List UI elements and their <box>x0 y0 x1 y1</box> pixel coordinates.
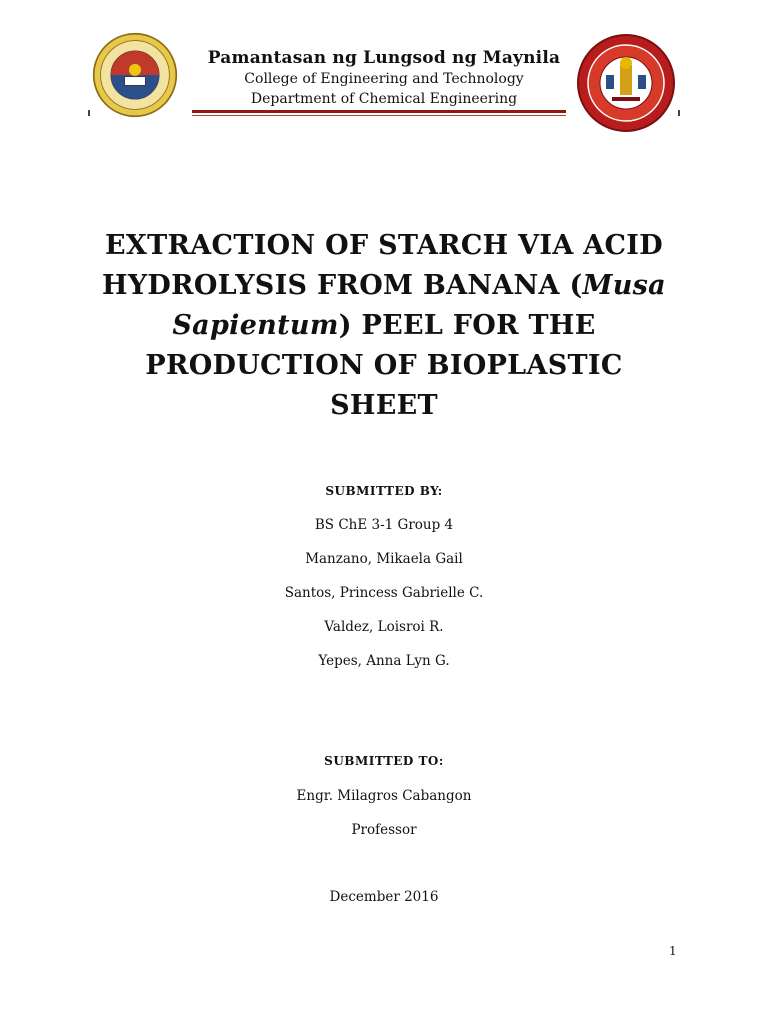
letterhead <box>88 30 680 120</box>
department-name: Department of Chemical Engineering <box>250 91 518 107</box>
submitted-by-label: SUBMITTED BY: <box>325 484 443 498</box>
rule-right-mark <box>678 110 680 116</box>
university-name: Pamantasan ng Lungsod ng Maynila <box>207 48 561 68</box>
title-line-2 <box>80 266 688 306</box>
college-seal-icon <box>576 33 676 133</box>
submission-date: December 2016 <box>329 889 439 905</box>
member-name: Santos, Princess Gabrielle C. <box>284 585 484 601</box>
title-scientific-genus: Musa <box>582 270 666 301</box>
title-line-4: PRODUCTION OF BIOPLASTIC <box>145 350 623 381</box>
document-title <box>80 226 688 426</box>
page-number: 1 <box>669 944 677 958</box>
title-line-1: EXTRACTION OF STARCH VIA ACID <box>105 230 663 261</box>
professor-name: Engr. Milagros Cabangon <box>296 788 472 804</box>
title-line-2-text: HYDROLYSIS FROM BANANA ( <box>102 270 583 301</box>
submitted-to-label: SUBMITTED TO: <box>324 754 444 768</box>
member-name: Valdez, Loisroi R. <box>324 619 444 635</box>
title-line-3-text: ) PEEL FOR THE <box>338 310 596 341</box>
rule-left-mark <box>88 110 90 116</box>
professor-role: Professor <box>351 822 417 838</box>
college-name: College of Engineering and Technology <box>244 71 524 87</box>
title-scientific-species: Sapientum <box>172 310 339 341</box>
member-name: Manzano, Mikaela Gail <box>305 551 463 567</box>
header-rule <box>192 110 566 113</box>
group-name: BS ChE 3-1 Group 4 <box>314 517 454 533</box>
title-line-5: SHEET <box>330 390 438 421</box>
title-line-3 <box>80 306 688 346</box>
header-rule-thin <box>192 115 566 116</box>
member-name: Yepes, Anna Lyn G. <box>318 653 450 669</box>
